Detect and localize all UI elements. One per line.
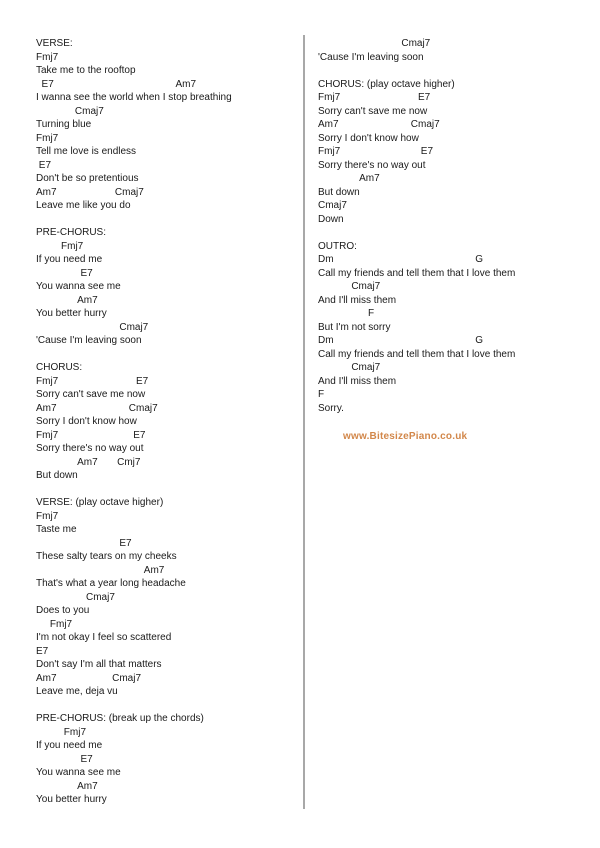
left-column-line: Don't be so pretentious	[36, 173, 139, 184]
left-column-line: Fmj7	[36, 726, 87, 738]
left-column-line: Am7 Cmj7	[36, 456, 141, 468]
left-column-line: E7 Am7	[36, 78, 197, 90]
left-column-line: Am7 Cmaj7	[36, 186, 144, 198]
left-column-line: Sorry can't save me now	[36, 389, 146, 400]
right-column-line: F	[318, 308, 375, 319]
right-column-line: And I'll miss them	[318, 294, 397, 306]
left-column-line	[36, 213, 298, 227]
left-column-line: E7	[36, 645, 49, 657]
left-column-line: CHORUS:	[36, 362, 83, 373]
left-column-line: If you need me	[36, 740, 103, 751]
right-column-line: Down	[318, 213, 344, 225]
left-column-line: Turning blue	[36, 119, 92, 130]
left-column-line: Fmj7	[36, 510, 59, 522]
left-column-line: Leave me like you do	[36, 200, 131, 211]
left-column-line: E7	[36, 159, 52, 171]
left-column-line: VERSE:	[36, 38, 73, 49]
left-column-line: Fmj7	[36, 618, 73, 630]
right-column-line: OUTRO:	[318, 240, 357, 252]
left-column-line: Am7	[36, 294, 98, 306]
right-column-line: F	[318, 389, 325, 400]
left-column-line: Am7	[36, 780, 98, 792]
right-column-line	[318, 226, 578, 240]
right-column-line: Fmj7 E7	[318, 146, 434, 157]
left-column-line: Fmj7	[36, 240, 84, 252]
right-column-line: Sorry there's no way out	[318, 159, 426, 171]
left-column-line: I wanna see the world when I stop breathing	[36, 92, 232, 103]
right-column-line: Sorry I don't know how	[318, 132, 419, 144]
left-column-line: These salty tears on my cheeks	[36, 551, 177, 562]
right-column-line: Fmj7 E7	[318, 92, 431, 103]
left-column-line: You better hurry	[36, 308, 107, 319]
left-column-line: Cmaj7	[36, 321, 149, 333]
left-column-line: Fmj7	[36, 51, 59, 63]
left-column-line: PRE-CHORUS: (break up the chords)	[36, 713, 204, 724]
left-column-line: Sorry there's no way out	[36, 443, 144, 454]
right-column-line: Cmaj7	[318, 281, 381, 292]
left-column-line	[36, 699, 298, 713]
right-column-line: Sorry can't save me now	[318, 105, 428, 117]
left-column-line: 'Cause I'm leaving soon	[36, 335, 142, 346]
left-column-line: Am7	[36, 564, 165, 576]
left-column-line: Taste me	[36, 524, 77, 535]
right-column-line: Call my friends and tell them that I love them	[318, 267, 516, 279]
left-column-line: Am7 Cmaj7	[36, 402, 158, 414]
left-column-line: PRE-CHORUS:	[36, 227, 107, 238]
right-column-line: Am7	[318, 173, 380, 184]
left-column-line: You wanna see me	[36, 281, 121, 292]
left-column-line: Leave me, deja vu	[36, 686, 118, 697]
right-column-line: Dm G	[318, 254, 484, 265]
right-column-line: Cmaj7	[318, 200, 347, 211]
left-column-line: E7	[36, 753, 93, 765]
left-column-line: Sorry I don't know how	[36, 416, 137, 427]
website-link[interactable]: www.BitesizePiano.co.uk	[343, 431, 468, 442]
right-column-line: But down	[318, 186, 360, 198]
left-column-line: Am7 Cmaj7	[36, 672, 142, 684]
right-column-line: Call my friends and tell them that I love them	[318, 348, 516, 360]
left-column-line: You better hurry	[36, 794, 107, 805]
right-column	[318, 37, 578, 415]
left-column-line: Fmj7 E7	[36, 429, 146, 441]
right-column-line: But I'm not sorry	[318, 321, 391, 333]
left-column	[36, 37, 298, 807]
left-column-line	[36, 348, 298, 362]
left-column-line: That's what a year long headache	[36, 578, 186, 589]
left-column-line: I'm not okay I feel so scattered	[36, 632, 172, 643]
left-column-line: Does to you	[36, 605, 90, 616]
right-column-line: 'Cause I'm leaving soon	[318, 51, 424, 63]
right-column-line	[318, 64, 578, 78]
right-column-line: Sorry.	[318, 402, 344, 414]
left-column-line: But down	[36, 470, 78, 481]
left-column-line: VERSE: (play octave higher)	[36, 497, 164, 508]
right-column-line: CHORUS: (play octave higher)	[318, 78, 455, 90]
left-column-line: Fmj7 E7	[36, 375, 149, 387]
right-column-line: And I'll miss them	[318, 375, 397, 387]
left-column-line: E7	[36, 267, 93, 279]
column-divider	[303, 35, 305, 809]
left-column-line: Cmaj7	[36, 105, 104, 117]
right-column-line: Cmaj7	[318, 362, 381, 373]
left-column-line: Cmaj7	[36, 591, 115, 603]
right-column-line: Dm G	[318, 335, 484, 346]
left-column-line: If you need me	[36, 254, 103, 265]
left-column-line: Fmj7	[36, 132, 59, 144]
left-column-line: E7	[36, 537, 132, 549]
left-column-line	[36, 483, 298, 497]
left-column-line: Don't say I'm all that matters	[36, 659, 162, 670]
left-column-line: You wanna see me	[36, 767, 121, 778]
left-column-line: Take me to the rooftop	[36, 65, 136, 76]
left-column-line: Tell me love is endless	[36, 146, 137, 157]
right-column-line: Cmaj7	[318, 38, 431, 49]
right-column-line: Am7 Cmaj7	[318, 119, 440, 130]
